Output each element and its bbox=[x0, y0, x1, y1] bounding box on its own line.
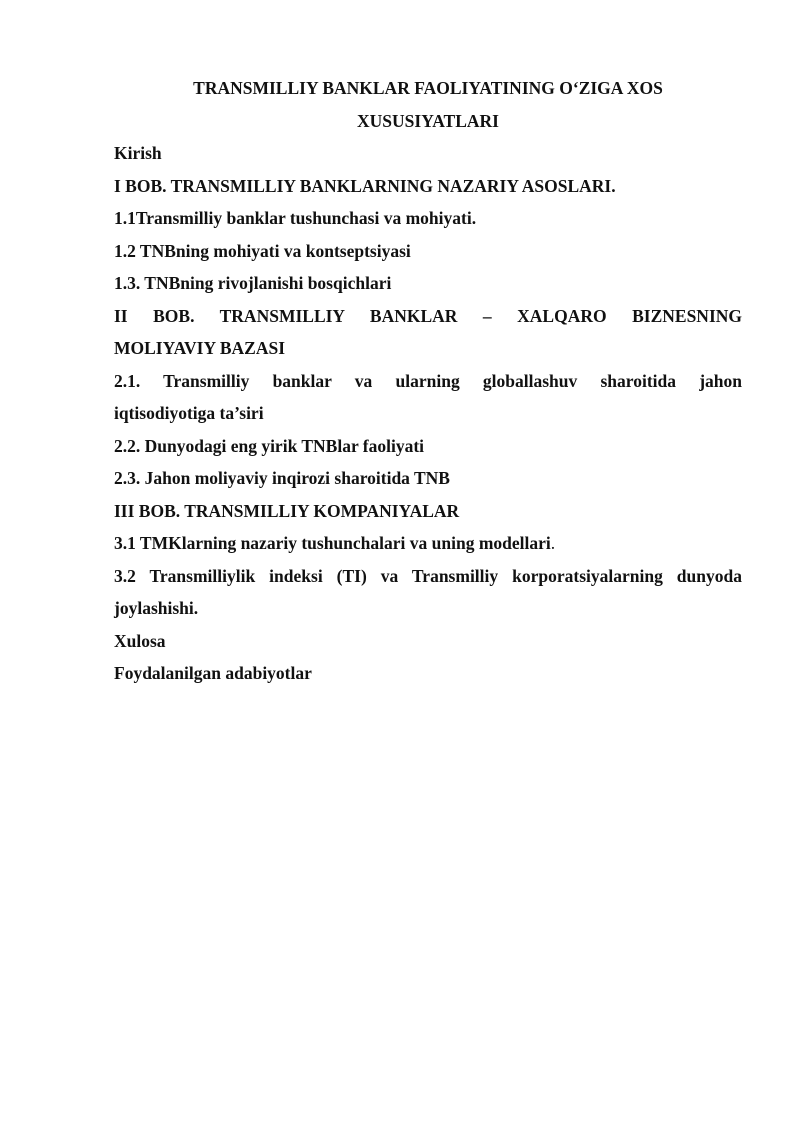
toc-item-3-1-text: 3.1 TMKlarning nazariy tushunchalari va uning modellari bbox=[114, 533, 551, 553]
toc-item-conclusion: Xulosa bbox=[114, 630, 166, 651]
toc-item-references: Foydalanilgan adabiyotlar bbox=[114, 663, 312, 683]
toc-item-1-2: 1.2 TNBning mohiyati va kontseptsiyasi bbox=[114, 240, 411, 261]
toc-item-3-2 bbox=[114, 560, 742, 625]
toc-item-3-2-line-1: 3.2 Transmilliylik indeksi (TI) va Transmilliy korporatsiyalarning dunyoda bbox=[114, 565, 742, 586]
document-page bbox=[114, 72, 742, 690]
toc-item-chapter-2-line-1: II BOB. TRANSMILLIY BANKLAR – XALQARO BIZNESNING bbox=[114, 305, 742, 326]
toc-item-2-1-line-1: 2.1. Transmilliy banklar va ularning globallashuv sharoitida jahon bbox=[114, 370, 742, 391]
title-line-1: TRANSMILLIY BANKLAR FAOLIYATINING O‘ZIGA XOS bbox=[193, 78, 663, 98]
title-line-2: XUSUSIYATLARI bbox=[357, 110, 499, 131]
toc-item-chapter-2-line-2: MOLIYAVIY BAZASI bbox=[114, 338, 286, 358]
toc-item-chapter-2 bbox=[114, 300, 742, 365]
toc-item-chapter-1: I BOB. TRANSMILLIY BANKLARNING NAZARIY ASOSLARI. bbox=[114, 175, 616, 196]
toc-item-2-3: 2.3. Jahon moliyaviy inqirozi sharoitida TNB bbox=[114, 468, 450, 488]
toc-item-1-3: 1.3. TNBning rivojlanishi bosqichlari bbox=[114, 273, 392, 293]
toc-item-2-1-line-2: iqtisodiyotiga ta’siri bbox=[114, 403, 264, 423]
toc-item-2-2: 2.2. Dunyodagi eng yirik TNBlar faoliyati bbox=[114, 435, 425, 456]
table-of-contents bbox=[114, 137, 742, 690]
toc-item-intro: Kirish bbox=[114, 143, 162, 163]
toc-item-3-1 bbox=[114, 527, 742, 560]
toc-item-2-1 bbox=[114, 365, 742, 430]
toc-item-3-1-period: . bbox=[550, 533, 556, 553]
document-title bbox=[114, 72, 742, 137]
toc-item-chapter-3: III BOB. TRANSMILLIY KOMPANIYALAR bbox=[114, 500, 460, 521]
toc-item-1-1: 1.1Transmilliy banklar tushunchasi va mohiyati. bbox=[114, 208, 477, 228]
toc-item-3-2-line-2: joylashishi. bbox=[114, 598, 199, 618]
